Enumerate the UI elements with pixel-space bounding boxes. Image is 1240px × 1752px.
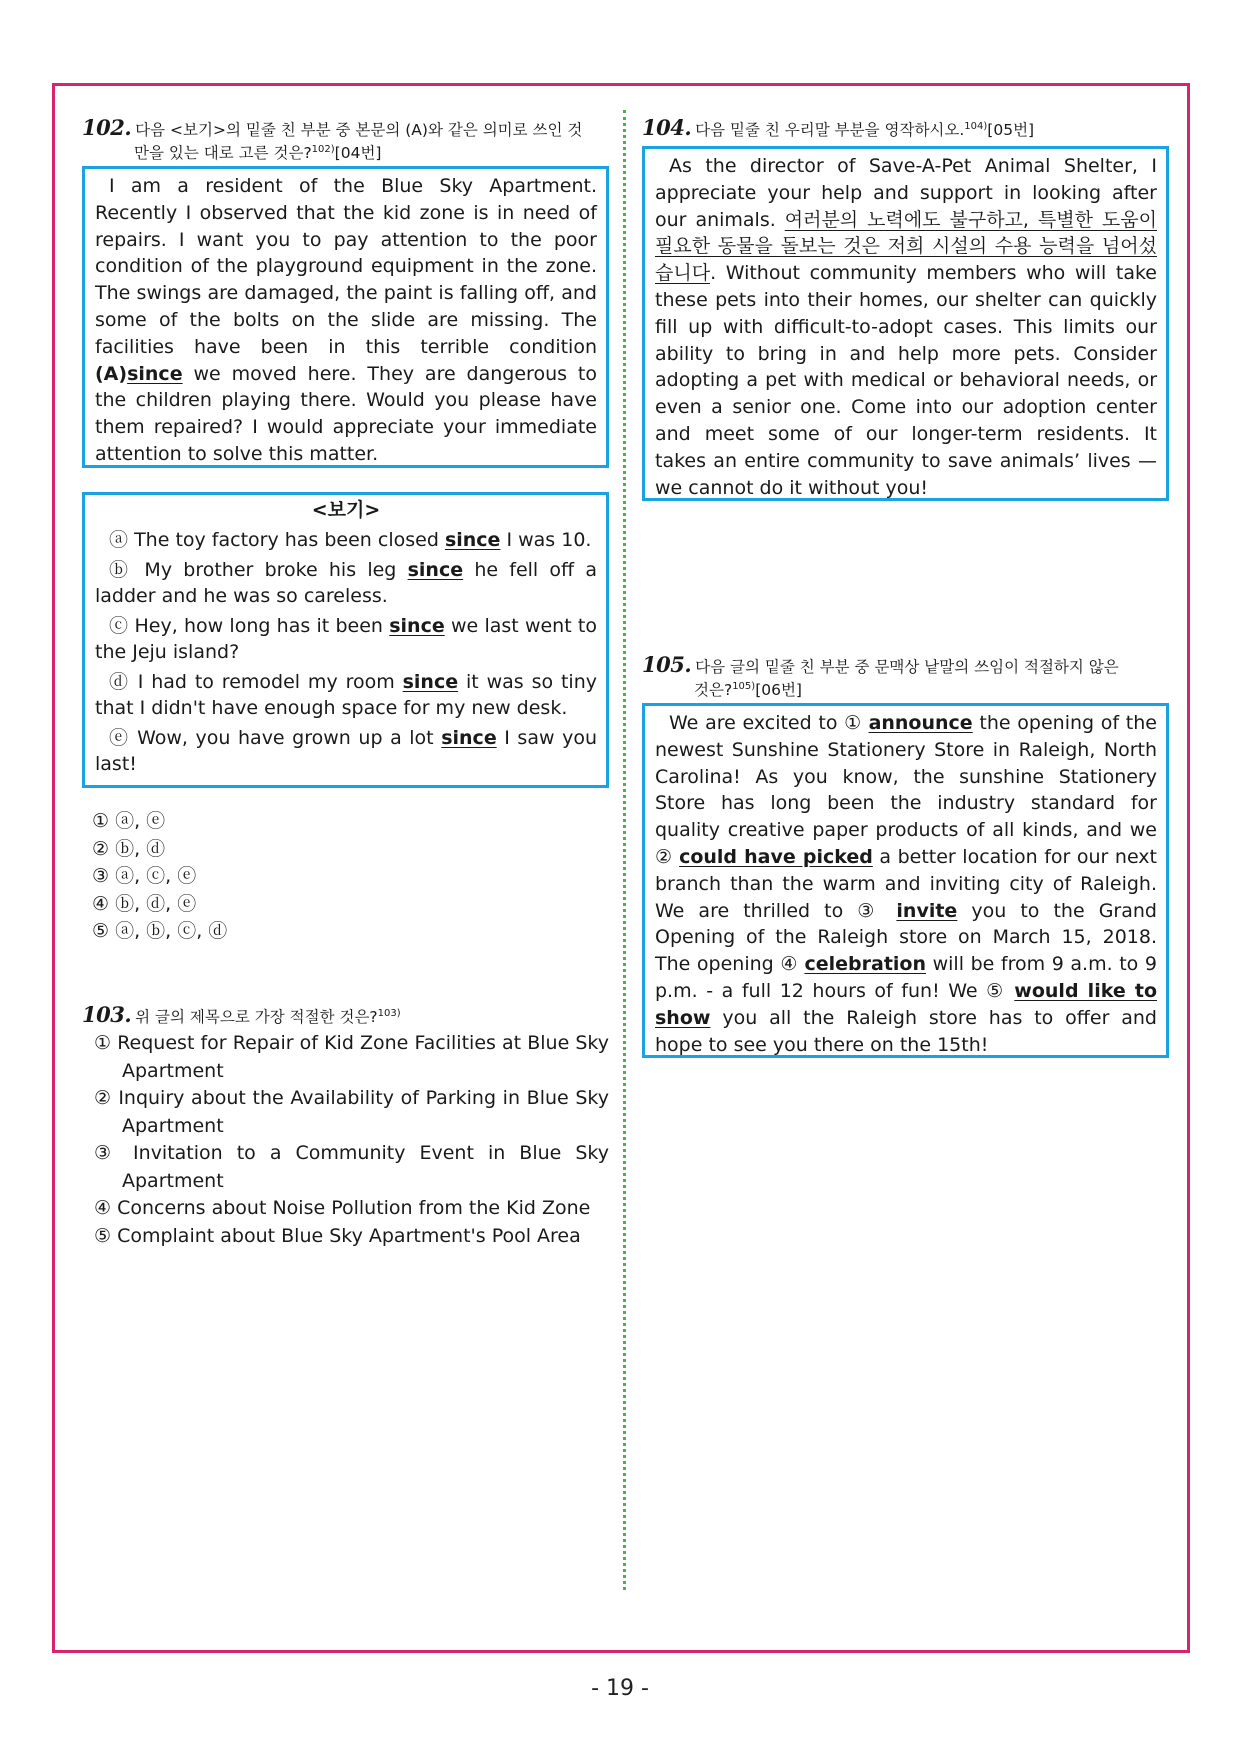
q102-choice-4[interactable]: ④ ⓑ, ⓓ, ⓔ <box>92 892 197 915</box>
q102-number: 102. <box>82 115 132 140</box>
q103-option-1[interactable]: ① Request for Repair of Kid Zone Facilities at Blue Sky Apartment <box>94 1032 609 1082</box>
column-divider <box>623 110 626 1590</box>
q102-choice-3[interactable]: ③ ⓐ, ⓒ, ⓔ <box>92 865 197 887</box>
q105-word-2: could have picked <box>679 845 873 868</box>
q102-passage-since: since <box>127 362 183 385</box>
q104-heading <box>642 116 1169 142</box>
q105-word-5: would like to show <box>655 979 1157 1029</box>
q102-passage-marker: (A) <box>95 362 128 385</box>
page-number: - 19 - <box>591 1676 649 1701</box>
q103-number: 103. <box>82 1002 132 1027</box>
bogi-item-e: ⓔ Wow, you have grown up a lot since I saw you last! <box>95 726 597 775</box>
q104-passage-box <box>642 146 1169 501</box>
q105-instruction-line2: 것은? <box>694 681 733 699</box>
q102-ref: 102) <box>311 143 335 155</box>
q103-options <box>94 1030 609 1250</box>
q103-option-2[interactable]: ② Inquiry about the Availability of Parking in Blue Sky Apartment <box>94 1087 609 1137</box>
q102-choice-2[interactable]: ② ⓑ, ⓓ <box>92 837 166 860</box>
q102-passage-text2: we moved here. They are dangerous to the children playing there. Would you please have them repaired? I would appreciate your immediate attention to solve this matter. <box>95 362 597 465</box>
q102-instruction-line2: 만을 있는 대로 고른 것은? <box>134 144 312 162</box>
q102-tag: [04번] <box>334 144 382 162</box>
q104-passage <box>655 153 1157 501</box>
q105-passage: We are excited to ① announce the opening of the newest Sunshine Stationery Store in Raleigh, North Carolina! As you know, the sunshine Stationery Store has long been the industry standard for quality creative paper products of all kinds, and we ② could have picked a better location for our next branch than the warm and inviting city of Raleigh. We are thrilled to ③ invite you to the Grand Opening of the Raleigh store on March 15, 2018. The opening ④ celebration will be from 9 a.m. to 9 p.m. - a full 12 hours of fun! We ⑤ would like to show you all the Raleigh store has to offer and hope to see you there on the 15th! <box>655 712 1157 1056</box>
q104-korean-underlined: 여러분의 노력에도 불구하고, 특별한 도움이 필요한 동물을 돌보는 것은 저희 시설의 수용 능력을 넘어섰습니다 <box>655 208 1157 285</box>
q103-option-4[interactable]: ④ Concerns about Noise Pollution from the Kid Zone <box>94 1197 591 1219</box>
q103-ref: 103) <box>377 1007 401 1019</box>
q102-choice-5[interactable]: ⑤ ⓐ, ⓑ, ⓒ, ⓓ <box>92 920 228 942</box>
q104-number: 104. <box>642 115 692 140</box>
bogi-item-d: ⓓ I had to remodel my room since it was so tiny that I didn't have enough space for my new desk. <box>95 670 597 719</box>
q105-heading <box>642 653 1169 702</box>
q105-word-3: invite <box>896 899 958 922</box>
bogi-item-a: ⓐ The toy factory has been closed since I was 10. <box>109 529 592 551</box>
q102-choice-1[interactable]: ① ⓐ, ⓔ <box>92 810 166 832</box>
q105-tag: [06번] <box>755 681 802 699</box>
bogi-title: <보기> <box>311 499 381 521</box>
q103-option-3[interactable]: ③ Invitation to a Community Event in Blue Sky Apartment <box>94 1142 609 1192</box>
q102-bogi-box <box>82 492 609 788</box>
q104-passage-text2: . Without community members who will take these pets into their homes, our shelter can quickly fill up with difficult-to-adopt cases. This limits our ability to bring in and help more pets. Consider adopting a pet with medical or behavioral needs, or even a senior one. Come into our adoption center and meet some of our longer-term residents. It takes an entire community to save animals’ lives — we cannot do it without you! <box>655 262 1157 499</box>
q104-instruction: 다음 밑줄 친 우리말 부분을 영작하시오. <box>695 121 965 139</box>
q102-passage-box <box>82 166 609 468</box>
q102-choices <box>82 808 609 946</box>
q103-instruction: 위 글의 제목으로 가장 적절한 것은? <box>135 1008 378 1026</box>
q104-ref: 104) <box>964 120 988 132</box>
q104-tag: [05번] <box>987 121 1035 139</box>
q102-passage <box>95 173 597 468</box>
bogi-item-c: ⓒ Hey, how long has it been since we last went to the Jeju island? <box>95 614 597 663</box>
q104-passage-text1: As the director of Save-A-Pet Animal Shelter, I appreciate your help and support in looking after our animals. <box>655 155 1157 231</box>
q103-heading <box>82 1003 609 1029</box>
q102-heading <box>82 116 609 165</box>
q105-word-4: celebration <box>804 953 927 976</box>
q105-ref: 105) <box>732 680 756 692</box>
q105-passage-box <box>642 703 1169 1058</box>
q102-passage-text1: I am a resident of the Blue Sky Apartment. Recently I observed that the kid zone is in need of repairs. I want you to pay attention to the poor condition of the playground equipment in the zone. The swings are damaged, the paint is falling off, and some of the bolts on the slide are missing. The facilities have been in this terrible condition <box>95 175 597 358</box>
q105-number: 105. <box>642 652 692 677</box>
bogi-item-b: ⓑ My brother broke his leg since he fell off a ladder and he was so careless. <box>95 558 598 607</box>
q105-instruction-line1: 다음 글의 밑줄 친 부분 중 문맥상 낱말의 쓰임이 적절하지 않은 <box>695 658 1119 676</box>
q102-instruction-line1: 다음 <보기>의 밑줄 친 부분 중 본문의 (A)와 같은 의미로 쓰인 것 <box>135 121 583 139</box>
q103-option-5[interactable]: ⑤ Complaint about Blue Sky Apartment's Pool Area <box>94 1224 581 1247</box>
q105-word-1: announce <box>868 712 973 734</box>
